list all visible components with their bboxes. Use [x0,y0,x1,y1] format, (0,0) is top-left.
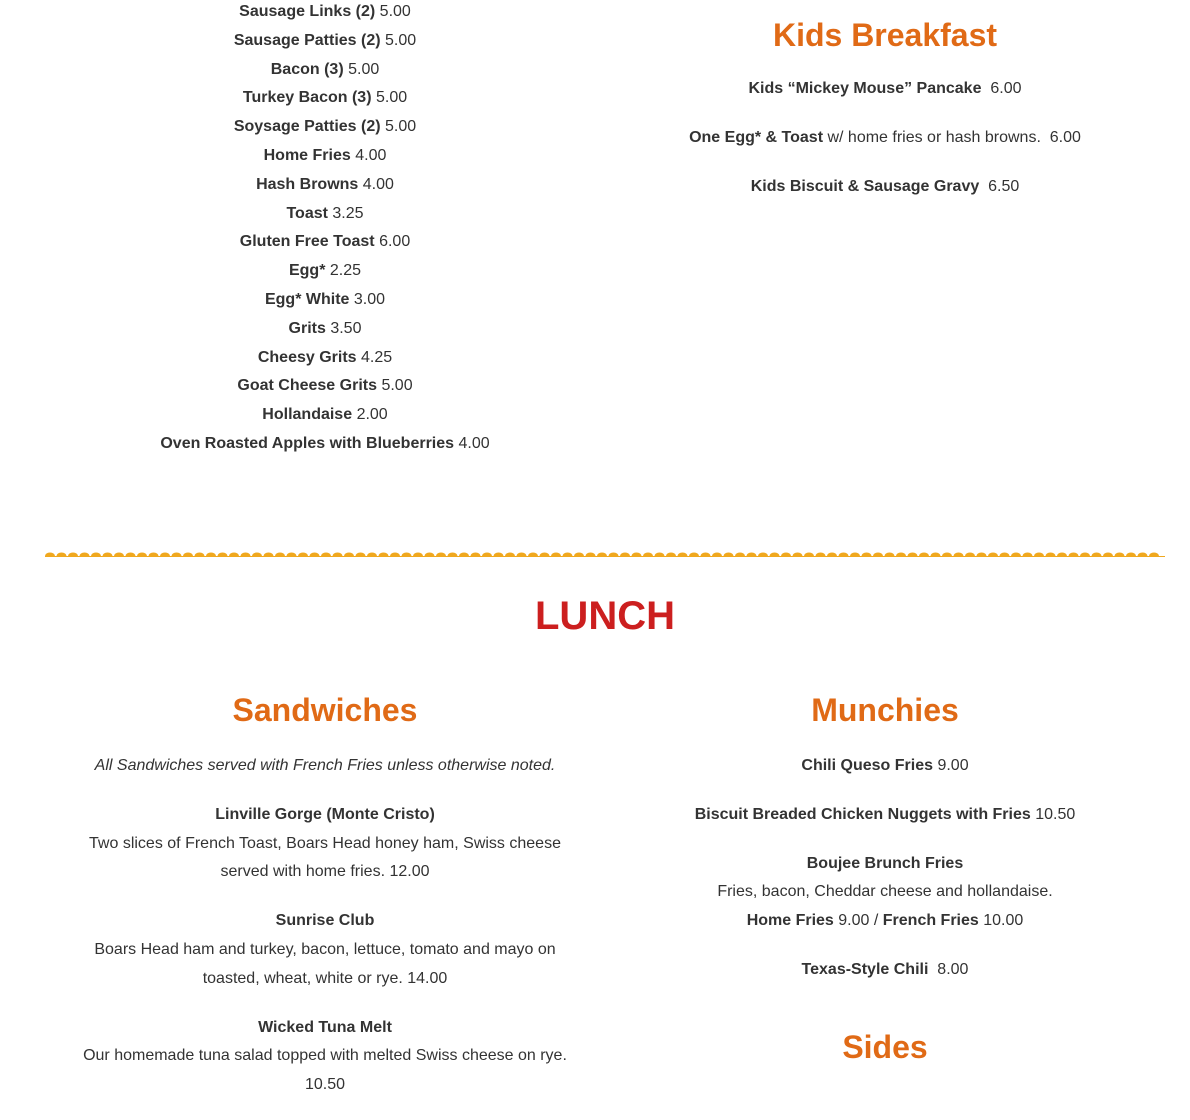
divider-scallop [1046,553,1056,558]
divider-scallop [172,553,182,558]
divider-scallop [160,553,170,558]
munchies-item-price: 9.00 [937,757,969,774]
kids-item-price: 6.50 [988,177,1020,195]
divider-graphic [45,550,1165,557]
sandwich-desc: Our homemade tuna salad topped with melted Swiss cheese on rye. 10.50 [83,1047,567,1094]
divider-scallop [218,553,228,558]
divider-scallop [482,553,492,558]
divider-scallop [609,553,619,558]
divider-scallop [885,553,895,558]
divider-scallop [321,553,331,558]
divider-scallop [528,553,538,558]
option-price: 9.00 / [838,912,879,930]
divider-scallop [402,553,412,558]
side-item-price: 5.00 [379,3,411,20]
divider-scallop [114,553,124,558]
side-item [25,113,625,142]
sandwich-name: Linville Gorge (Monte Cristo) [215,805,435,823]
side-item-price: 2.00 [356,406,388,424]
divider-scallop [459,553,469,558]
divider-scallop [781,553,791,558]
side-item-name: Soysage Patties (2) [233,118,381,136]
side-item-name: Gluten Free Toast [239,233,375,251]
divider-scallop [678,553,688,558]
side-item-name: Sausage Links (2) [239,3,376,20]
munchies-heading: Munchies [811,692,959,728]
side-item [25,286,625,315]
breakfast-sides-list [25,0,625,459]
kids-item [585,75,1185,104]
divider-scallop [1103,553,1113,558]
side-item [25,27,625,56]
side-item [25,0,625,27]
side-item-price: 5.00 [375,89,408,107]
divider-scallop [597,553,607,558]
side-item-price: 5.00 [385,31,417,49]
munchies-section [585,690,1185,1005]
side-item [25,84,625,113]
sandwich-item [25,1014,625,1100]
divider-scallop [643,553,653,558]
divider-scallop [574,553,584,558]
divider-scallop [620,553,630,558]
kids-breakfast-heading: Kids Breakfast [772,17,998,53]
lunch-section-header [0,592,1190,640]
munchies-item-options [585,907,1185,936]
divider-scallop [103,553,113,558]
side-item-name: Sausage Patties (2) [233,31,381,49]
divider-scallop [551,553,561,558]
divider-scallop [1126,553,1136,558]
kids-item-price: 6.00 [1049,128,1081,146]
divider-scallop [137,553,147,558]
divider-scallop [287,553,297,558]
divider-scallop [413,553,423,558]
divider-scallop [1000,553,1010,558]
side-item-price: 5.00 [385,118,417,136]
divider-scallop [206,553,216,558]
option-label: Home Fries [746,912,834,930]
divider-scallop [1023,553,1033,558]
divider-scallop [770,553,780,558]
sandwich-name: Wicked Tuna Melt [258,1018,392,1036]
munchies-item-desc: Fries, bacon, Cheddar cheese and hollandaise. [717,883,1053,901]
side-item-price: 4.00 [355,146,387,164]
divider-scallop [367,553,377,558]
divider-scallop [126,553,136,558]
side-item-name: Egg* [288,262,326,280]
sandwiches-section [25,690,625,1120]
kids-item-name: Kids “Mickey Mouse” Pancake [748,80,982,97]
divider-scallop [919,553,929,558]
kids-item-name: Kids Biscuit & Sausage Gravy [750,177,980,195]
divider-scallop [689,553,699,558]
divider-scallop [793,553,803,558]
divider-scallop [954,553,964,558]
divider-scallop [735,553,745,558]
divider-scallop [298,553,308,558]
sandwich-name: Sunrise Club [275,912,375,930]
side-item-price: 3.50 [330,319,362,337]
divider-scallop [344,553,354,558]
divider-scallop [632,553,642,558]
sandwich-desc: Boars Head ham and turkey, bacon, lettuce, tomato and mayo on toasted, wheat, white or rye. 14.00 [94,940,556,987]
divider-scallop [988,553,998,558]
side-item [25,257,625,286]
divider-scallop [390,553,400,558]
divider-scallop [425,553,435,558]
side-item-name: Egg* White [264,290,350,308]
divider-scallop [183,553,193,558]
divider-scallop [655,553,665,558]
side-item-price: 4.00 [458,434,490,452]
munchies-item [585,752,1185,781]
side-item-name: Oven Roasted Apples with Blueberries [160,434,455,452]
divider-scallop [908,553,918,558]
side-item-name: Bacon (3) [270,60,344,78]
divider-scallop [91,553,101,558]
divider-scallop [57,553,67,558]
divider-scallop [264,553,274,558]
divider-scallop [379,553,389,558]
divider-scallop [1057,553,1067,558]
sandwiches-heading: Sandwiches [232,692,418,728]
divider-scallop [1115,553,1125,558]
divider-scallop [45,553,55,558]
side-item-name: Cheesy Grits [257,348,357,366]
sandwich-item [25,907,625,993]
divider-scallop [747,553,757,558]
side-item [25,372,625,401]
divider-scallop [471,553,481,558]
side-item-price: 5.00 [348,60,380,78]
side-item [25,228,625,257]
divider-scallop [356,553,366,558]
divider-scallop [68,553,78,558]
divider-scallop [873,553,883,558]
divider-scallop [862,553,872,558]
divider-scallop [804,553,814,558]
divider-scallop [931,553,941,558]
side-item [25,56,625,85]
side-item [25,200,625,229]
side-item-price: 5.00 [381,377,413,395]
side-item [25,142,625,171]
munchies-item-name: Boujee Brunch Fries [806,854,964,872]
divider-scallop [1080,553,1090,558]
munchies-item-price: 10.50 [1035,805,1076,823]
divider-scallop [701,553,711,558]
side-item-price: 6.00 [379,233,411,251]
divider-scallop [724,553,734,558]
divider-scallop [850,553,860,558]
divider-scallop [827,553,837,558]
divider-scallop [896,553,906,558]
divider-scallop [977,553,987,558]
divider-scallop [195,553,205,558]
divider-scallop [436,553,446,558]
divider-scallop [586,553,596,558]
divider-scallop [942,553,952,558]
side-item-name: Turkey Bacon (3) [242,89,372,107]
divider-scallop [1034,553,1044,558]
divider-scallop [448,553,458,558]
munchies-item [585,956,1185,985]
munchies-item-name: Chili Queso Fries [801,757,933,774]
munchies-item [585,801,1185,830]
divider-scallop [666,553,676,558]
divider-scallop [252,553,262,558]
kids-item-desc: w/ home fries or hash browns. [827,128,1041,146]
divider-scallop [1011,553,1021,558]
kids-item-name: One Egg* & Toast [689,128,824,146]
lunch-title: LUNCH [535,594,675,638]
munchies-item [585,850,1185,936]
sides-heading: Sides [842,1029,928,1065]
divider-scallop [310,553,320,558]
side-item-name: Home Fries [263,146,351,164]
divider-scallop [517,553,527,558]
divider-scallop [80,553,90,558]
kids-breakfast-section [585,15,1185,221]
side-item-name: Grits [288,319,326,337]
side-item [25,430,625,459]
munchies-item-name: Biscuit Breaded Chicken Nuggets with Fries [694,805,1031,823]
divider-scallop [965,553,975,558]
divider-scallop [1069,553,1079,558]
sandwich-item [25,801,625,887]
kids-item [585,173,1185,202]
kids-item [585,124,1185,153]
side-item-name: Hash Browns [256,175,359,193]
divider-scallop [229,553,239,558]
divider-scallop [712,553,722,558]
divider-scallop [505,553,515,558]
sandwich-desc: Two slices of French Toast, Boars Head honey ham, Swiss cheese served with home fries. 12.00 [89,834,561,881]
divider-scallop [540,553,550,558]
sides-section [585,1027,1185,1067]
side-item-price: 2.25 [329,262,362,280]
divider-scallop [563,553,573,558]
divider-scallop [275,553,285,558]
divider-scallop [149,553,159,558]
side-item [25,401,625,430]
side-item-name: Hollandaise [262,406,353,424]
side-item [25,171,625,200]
divider-scallop [241,553,251,558]
side-item-price: 4.00 [362,175,394,193]
side-item-price: 3.25 [332,204,364,222]
side-item-name: Goat Cheese Grits [237,377,377,395]
side-item [25,344,625,373]
munchies-item-name: Texas-Style Chili [801,960,929,978]
divider-scallop [333,553,343,558]
divider-scallop [839,553,849,558]
divider-scallop [1149,553,1159,558]
side-item-name: Toast [286,204,328,222]
side-item-price: 3.00 [353,290,386,308]
side-item-price: 4.25 [361,348,393,366]
scalloped-divider [45,547,1165,557]
side-item [25,315,625,344]
divider-scallop [1138,553,1148,558]
divider-scallop [494,553,504,558]
option-price: 10.00 [983,912,1024,930]
divider-scallop [816,553,826,558]
munchies-item-price: 8.00 [937,960,969,978]
option-label: French Fries [882,912,979,930]
divider-scallop [758,553,768,558]
kids-item-price: 6.00 [990,80,1022,97]
sandwiches-note: All Sandwiches served with French Fries unless otherwise noted. [94,757,556,774]
divider-scallop [1092,553,1102,558]
